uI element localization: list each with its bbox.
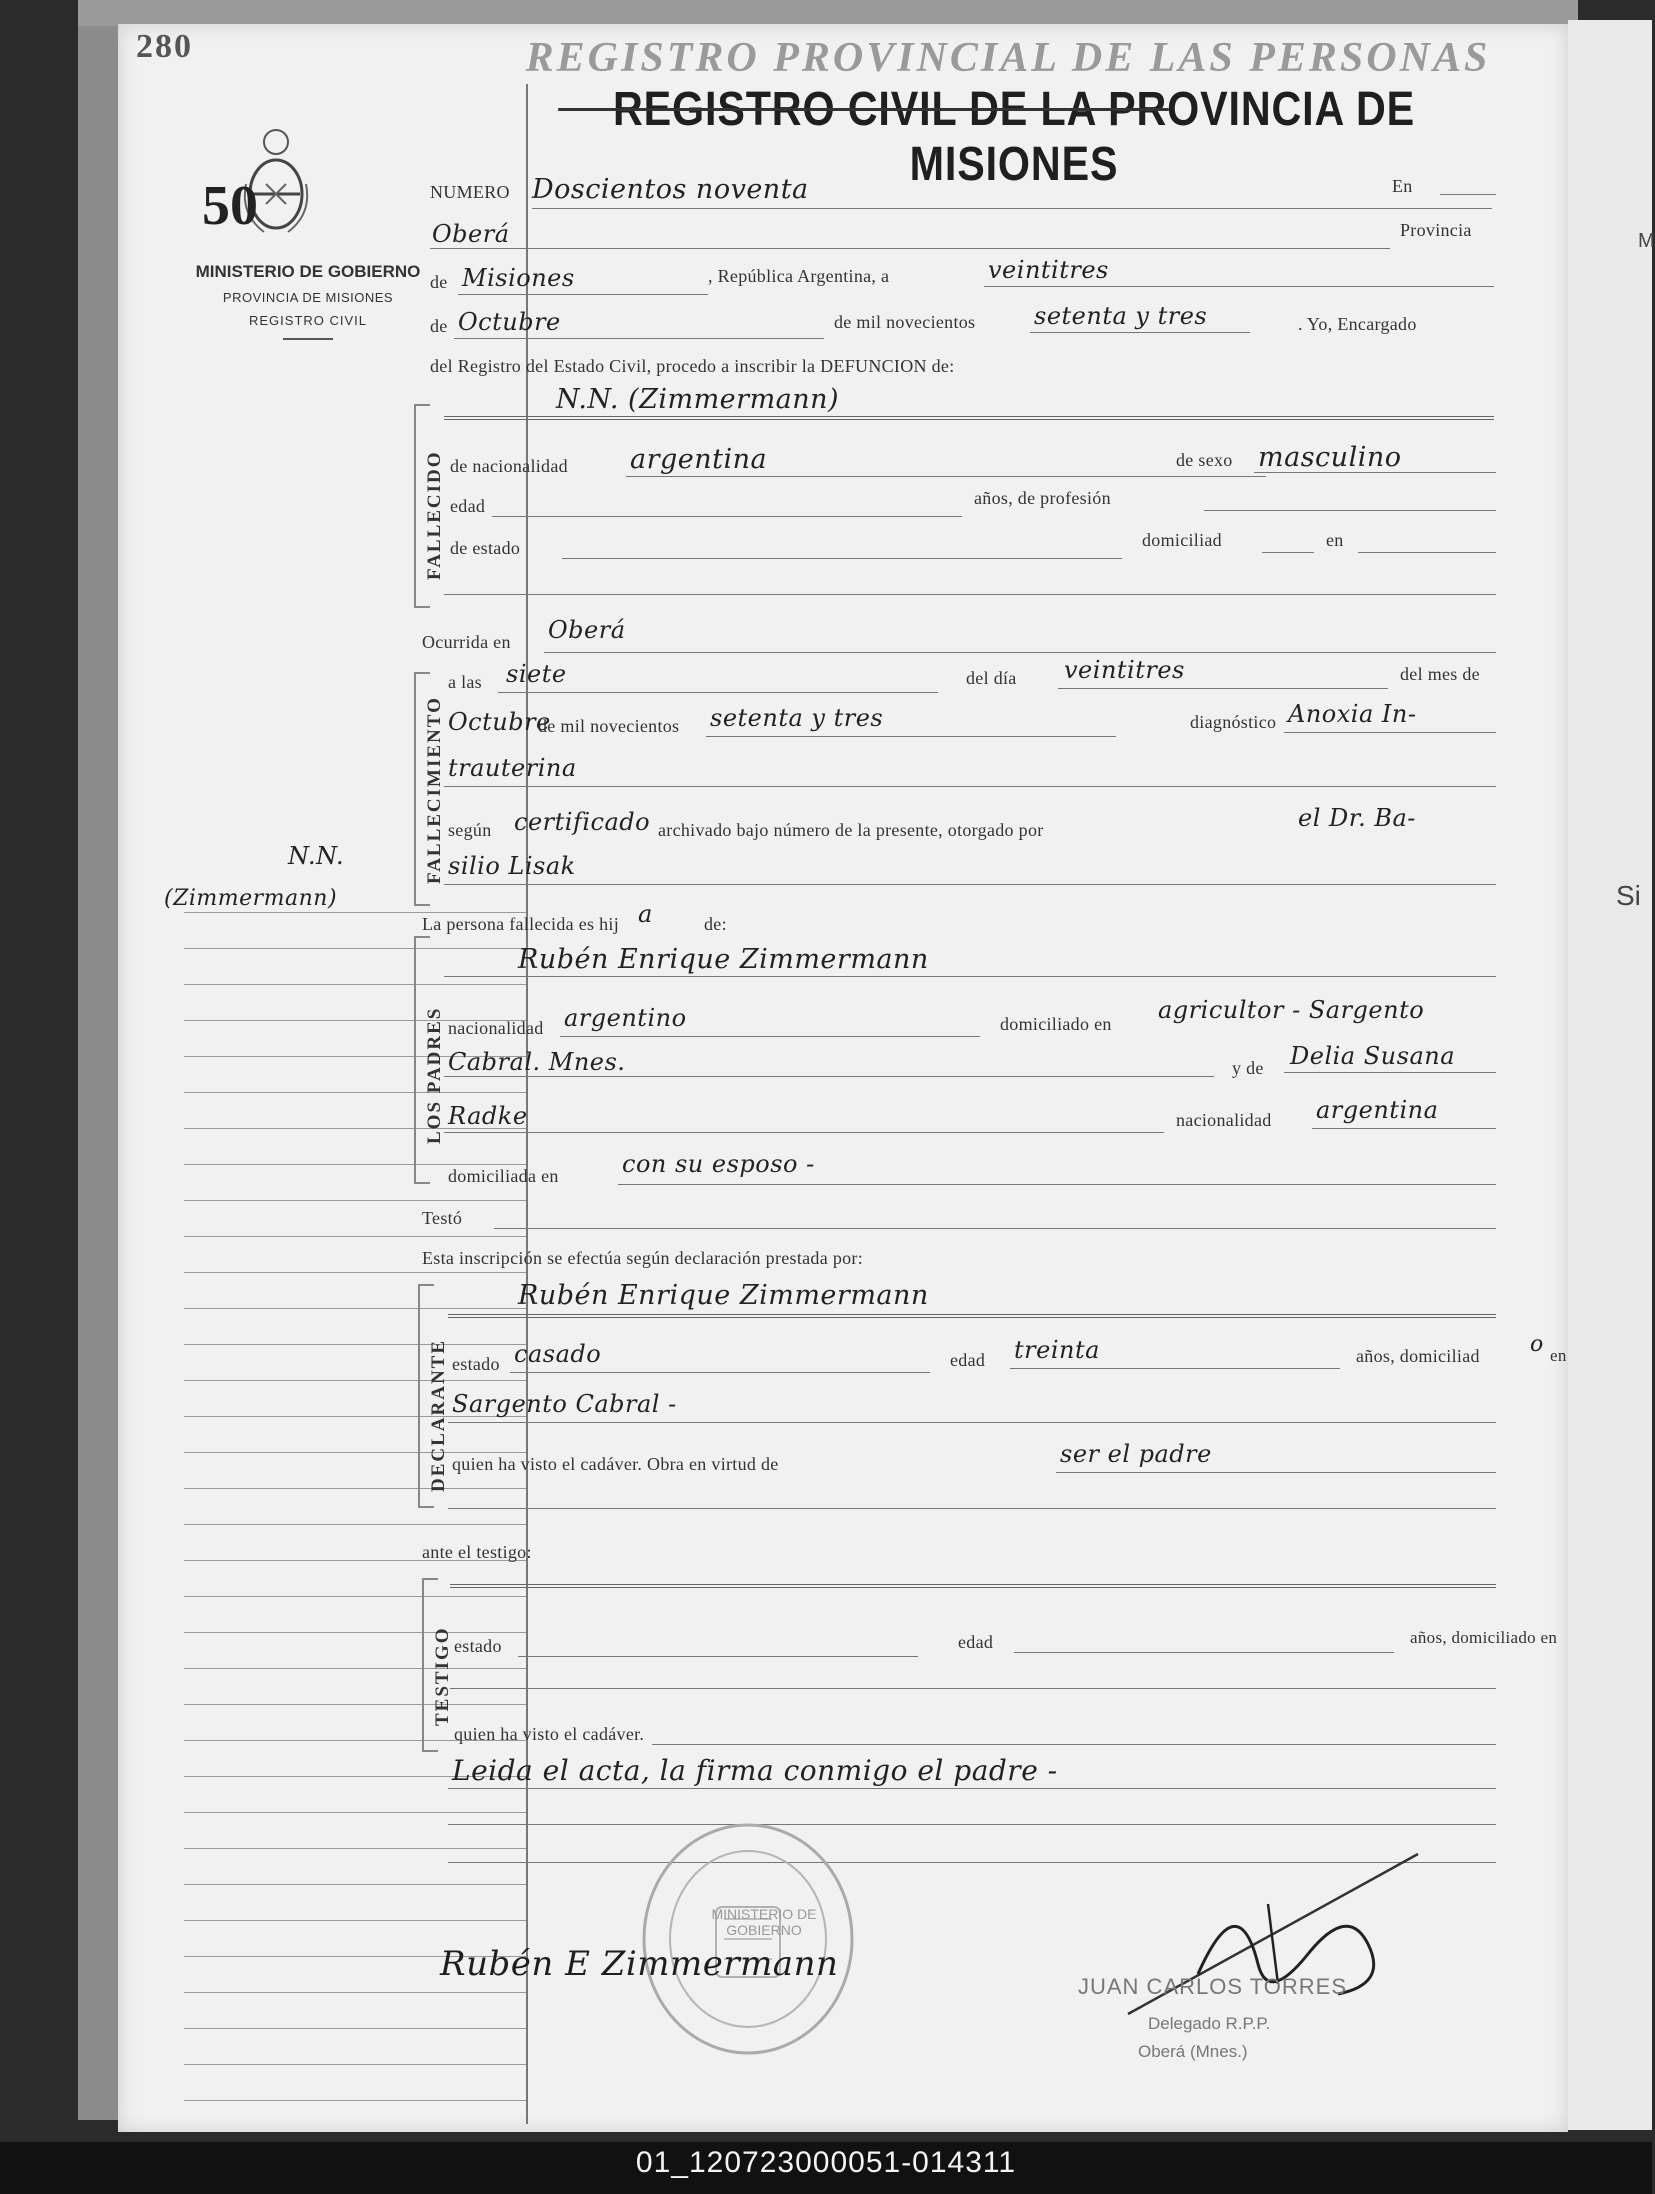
official-seal-icon (638, 1819, 858, 2059)
de-label: de: (704, 914, 727, 934)
margin-rule (184, 1704, 526, 1705)
dia-value: veintitres (988, 256, 1109, 284)
margin-rule (184, 1812, 526, 1813)
seal-inner-text: MINISTERIO DE GOBIERNO (711, 1906, 817, 1938)
anios-label: años, de profesión (974, 488, 1111, 508)
margin-note-line: N.N. (288, 842, 345, 870)
header-title-text: REGISTRO CIVIL DE LA PROVINCIA DE MISIONES (612, 83, 1416, 191)
margin-rule (184, 2100, 526, 2101)
rule (1312, 1128, 1496, 1129)
margin-rule (184, 948, 526, 949)
otorgado-value: el Dr. Ba- (1298, 804, 1416, 832)
official-title: Delegado R.P.P. (1148, 2014, 1271, 2033)
header-strike (558, 108, 1169, 111)
rule (706, 736, 1116, 737)
page-corner-number: 280 (136, 28, 193, 65)
rule (544, 652, 1496, 653)
rule (454, 338, 824, 339)
rule (1030, 332, 1250, 333)
virtud-value: ser el padre (1060, 1440, 1212, 1468)
estado-label: de estado (450, 538, 521, 558)
declarante-nombre: Rubén Enrique Zimmermann (518, 1280, 929, 1311)
estado-value: casado (514, 1340, 602, 1368)
margin-rule (184, 1344, 526, 1345)
visto-label: quien ha visto el cadáver. Obra en virtud de (452, 1454, 779, 1474)
numero-label: NUMERO (430, 182, 510, 202)
madre-nacionalidad-label: nacionalidad (1176, 1110, 1272, 1130)
rule (1204, 510, 1496, 511)
hora-value: siete (506, 660, 567, 688)
margin-rule (184, 1524, 526, 1525)
edad-label: edad (950, 1350, 986, 1370)
registro-label: del Registro del Estado Civil, procedo a inscribir la DEFUNCION de: (430, 356, 955, 376)
mil-label: de mil novecientos (538, 716, 680, 736)
rule (1284, 1072, 1496, 1073)
rule (532, 208, 1492, 209)
margin-rule (184, 1200, 526, 1201)
margin-rule (184, 2064, 526, 2065)
testo-label: Testó (422, 1208, 463, 1228)
margin-rule (184, 1668, 526, 1669)
anio-value: setenta y tres (1034, 302, 1208, 330)
document-id: 01_120723000051-014311 (635, 2146, 1017, 2179)
rule (1284, 732, 1496, 733)
ministry-block (158, 262, 458, 340)
edad-value: treinta (1014, 1336, 1100, 1364)
rule (1014, 1652, 1394, 1653)
yo-label: . Yo, Encargado (1298, 314, 1417, 334)
padre-nacionalidad: argentino (564, 1004, 687, 1032)
rule (444, 416, 1494, 420)
numero-value: Doscientos noventa (532, 174, 809, 205)
segun-label: según (448, 820, 492, 840)
margin-rule (184, 1272, 526, 1273)
rule (1254, 472, 1496, 473)
diagnostico-label: diagnóstico (1190, 712, 1277, 732)
rule (450, 1584, 1496, 1588)
section-label-fallecido: FALLECIDO (424, 450, 445, 580)
signature-left: Rubén E Zimmermann (440, 1944, 839, 1984)
rule (444, 976, 1496, 977)
rule (510, 1372, 930, 1373)
rule (626, 476, 1266, 477)
fallecido-nombre: N.N. (Zimmermann) (556, 384, 840, 415)
rule (498, 692, 938, 693)
divider (283, 338, 333, 340)
rule (444, 884, 1496, 885)
margin-note-line: (Zimmermann) (164, 886, 338, 911)
book-cover-edge (78, 0, 1578, 26)
provincia-label: Provincia (1400, 220, 1472, 240)
rule (652, 1744, 1496, 1745)
section-label-padres: LOS PADRES (424, 1006, 445, 1144)
document-page (118, 24, 1568, 2132)
header-overprint: REGISTRO PROVINCIAL DE LAS PERSONAS (525, 35, 1491, 81)
official-place: Oberá (Mnes.) (1138, 2042, 1248, 2061)
adjacent-page-fragment: Si (1616, 880, 1641, 911)
rule (450, 1688, 1496, 1689)
closing-note: Leida el acta, la firma conmigo el padre - (452, 1754, 1058, 1787)
de-label: de (430, 316, 448, 336)
mes-label: del mes de (1400, 664, 1480, 684)
sexo-label: de sexo (1176, 450, 1233, 470)
nacionalidad-value: argentina (630, 444, 768, 475)
de-label: de (430, 272, 448, 292)
rule (1010, 1368, 1340, 1369)
rule (494, 1228, 1496, 1229)
diagnostico-value: Anoxia In- (1288, 700, 1417, 728)
en-label: en (1550, 1346, 1567, 1365)
rule (984, 286, 1494, 287)
rule (444, 786, 1496, 787)
margin-rule (184, 2028, 526, 2029)
mes-value: Octubre (448, 708, 551, 736)
rule (444, 1076, 1214, 1077)
margin-rule (184, 1632, 526, 1633)
margin-rule (184, 1452, 526, 1453)
padre-domicilio-cont: Cabral. Mnes. (448, 1048, 626, 1076)
padre-domicilio: agricultor - Sargento (1158, 996, 1425, 1024)
section-label-testigo: TESTIGO (432, 1626, 453, 1726)
republica-label: , República Argentina, a (708, 266, 890, 286)
margin-rule (184, 1920, 526, 1921)
en-label: En (1392, 176, 1413, 196)
margin-rule (184, 912, 526, 913)
rule (492, 516, 962, 517)
declaracion-label: Esta inscripción se efectúa según declaración prestada por: (422, 1248, 864, 1268)
rule (444, 1132, 1164, 1133)
ministry-line: MINISTERIO DE GOBIERNO (195, 262, 421, 281)
section-label-declarante: DECLARANTE (428, 1338, 449, 1492)
rule (444, 594, 1496, 595)
rule (448, 1824, 1496, 1825)
rule (1262, 552, 1314, 553)
ocurrida-label: Ocurrida en (422, 632, 511, 652)
nacionalidad-label: de nacionalidad (450, 456, 568, 476)
rule (458, 294, 708, 295)
anios-label: años, domiciliad (1356, 1346, 1480, 1366)
ocurrida-value: Oberá (548, 616, 626, 644)
hijo-label: La persona fallecida es hij (422, 914, 620, 934)
madre-domicilio: con su esposo - (622, 1150, 815, 1178)
ministry-line: PROVINCIA DE MISIONES (222, 290, 394, 305)
edad-label: edad (958, 1632, 994, 1652)
domicilio-label: domiciliad (1142, 530, 1222, 550)
mes-value: Octubre (458, 308, 561, 336)
rule (430, 248, 1390, 249)
rule (562, 558, 1122, 559)
madre-nombre-cont: Radke (448, 1102, 528, 1130)
margin-rule (184, 1992, 526, 1993)
margin-rule (184, 1884, 526, 1885)
sexo-value: masculino (1258, 442, 1402, 473)
lugar-value: Oberá (432, 220, 510, 248)
margin-rule (184, 984, 526, 985)
margin-rule (184, 1488, 526, 1489)
rule (448, 1788, 1496, 1789)
section-label-fallecimiento: FALLECIMIENTO (424, 696, 445, 884)
padre-nombre: Rubén Enrique Zimmermann (518, 944, 929, 975)
de-mil-label: de mil novecientos (834, 312, 976, 332)
margin-rule (184, 1596, 526, 1597)
ante-label: ante el testigo: (422, 1542, 532, 1562)
rule (618, 1184, 1496, 1185)
archivado-label: archivado bajo número de la presente, otorgado por (658, 820, 1044, 840)
rule (560, 1036, 980, 1037)
visto-label: quien ha visto el cadáver. (454, 1724, 645, 1744)
dia-value: veintitres (1064, 656, 1185, 684)
margin-rule (184, 1848, 526, 1849)
official-name: JUAN CARLOS TORRES (1078, 1974, 1348, 1999)
estado-label: estado (454, 1636, 502, 1656)
hora-label: a las (448, 672, 482, 692)
rule (448, 1508, 1496, 1509)
margin-rule (184, 1164, 526, 1165)
margin-rule (184, 1380, 526, 1381)
domiciliado-label: domiciliado en (1000, 1014, 1112, 1034)
ministry-line: REGISTRO CIVIL (248, 313, 368, 328)
madre-nombre: Delia Susana (1290, 1042, 1456, 1070)
rule (1058, 688, 1388, 689)
otorgado-value-cont: silio Lisak (448, 852, 576, 880)
anio-value: setenta y tres (710, 704, 884, 732)
rule (1056, 1472, 1496, 1473)
estado-label: estado (452, 1354, 500, 1374)
provincia-value: Misiones (462, 264, 575, 292)
anios-suffix: o (1530, 1332, 1544, 1357)
margin-rule (184, 1236, 526, 1237)
edad-label: edad (450, 496, 486, 516)
declarante-domicilio: Sargento Cabral - (452, 1390, 677, 1418)
rule (1440, 194, 1496, 195)
madre-nacionalidad: argentina (1316, 1096, 1439, 1124)
adjacent-page (1568, 20, 1655, 2130)
hijo-suffix: a (638, 900, 653, 928)
segun-value: certificado (514, 808, 651, 836)
adjacent-page-fragment: M (1638, 230, 1655, 252)
domiciliada-label: domiciliada en (448, 1166, 559, 1186)
yde-label: y de (1232, 1058, 1264, 1078)
folio-number: 50 (202, 175, 258, 237)
rule (448, 1314, 1496, 1318)
en-label: en (1326, 530, 1344, 550)
rule (448, 1422, 1496, 1423)
margin-rule (184, 1308, 526, 1309)
rule (518, 1656, 918, 1657)
margin-rule (184, 1092, 526, 1093)
rule (1358, 552, 1496, 553)
diagnostico-value-cont: trauterina (448, 754, 577, 782)
anios-label: años, domiciliado en (1410, 1628, 1558, 1647)
dia-label: del día (966, 668, 1017, 688)
nacionalidad-label: nacionalidad (448, 1018, 544, 1038)
